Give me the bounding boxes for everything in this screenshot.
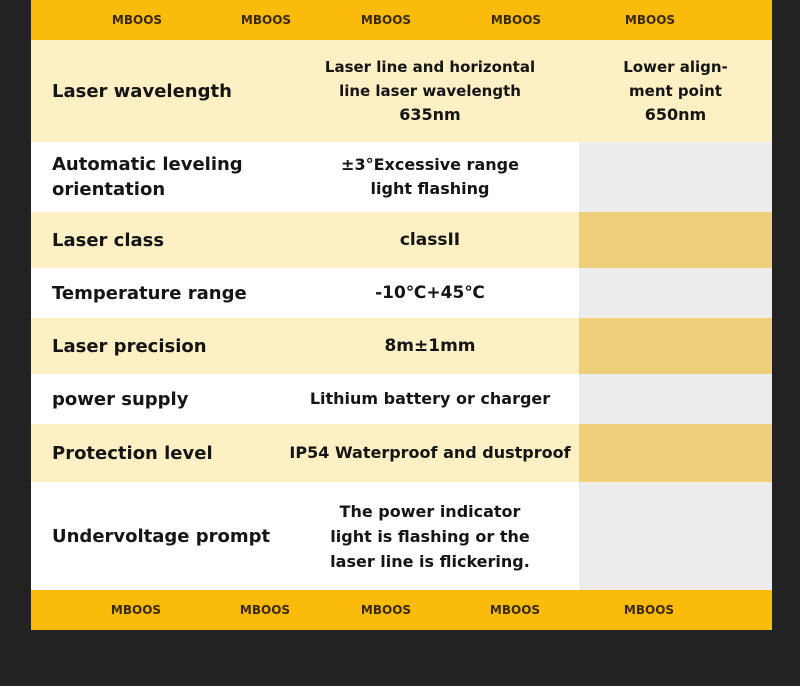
spec-value: IP54 Waterproof and dustproof bbox=[289, 443, 571, 462]
brand-label: MBOOS bbox=[489, 603, 541, 617]
blank-cell bbox=[579, 212, 772, 268]
spec-row-power-supply bbox=[31, 374, 772, 424]
spec-row-laser-wavelength bbox=[31, 40, 772, 142]
brand-band-top bbox=[31, 0, 772, 40]
spec-label: Laser precision bbox=[52, 335, 207, 357]
brand-label: MBOOS bbox=[111, 13, 163, 27]
spec-row-auto-leveling bbox=[31, 142, 772, 212]
spec-table bbox=[31, 0, 772, 630]
blank-cell bbox=[579, 318, 772, 374]
spec-row-laser-precision bbox=[31, 318, 772, 374]
spec-value: -10℃+45℃ bbox=[375, 283, 485, 303]
blank-cell bbox=[579, 142, 772, 212]
spec-label: Protection level bbox=[52, 442, 213, 464]
spec-value: 8m±1mm bbox=[384, 336, 476, 356]
spec-label: Automatic leveling orientation bbox=[52, 154, 243, 200]
brand-band-bottom bbox=[31, 590, 772, 630]
spec-label: Laser wavelength bbox=[52, 80, 232, 102]
brand-label: MBOOS bbox=[239, 603, 291, 617]
blank-cell bbox=[579, 424, 772, 482]
spec-value-emphasis: 635nm bbox=[399, 105, 461, 124]
spec-label: Undervoltage prompt bbox=[52, 525, 271, 547]
spec-value: The power indicator light is flashing or the laser line is flickering. bbox=[330, 501, 530, 571]
spec-value: ±3°Excessive range light flashing bbox=[341, 155, 519, 198]
spec-label: power supply bbox=[52, 388, 189, 410]
brand-label: MBOOS bbox=[624, 13, 676, 27]
spec-extra-value: Lower align- ment point bbox=[623, 58, 728, 100]
spec-row-protection-level bbox=[31, 424, 772, 482]
spec-row-temperature bbox=[31, 268, 772, 318]
brand-label: MBOOS bbox=[360, 13, 412, 27]
spec-label: Temperature range bbox=[52, 282, 247, 304]
blank-cell bbox=[579, 374, 772, 424]
spec-value: Lithium battery or charger bbox=[309, 389, 551, 408]
spec-label: Laser class bbox=[52, 229, 165, 251]
blank-cell bbox=[579, 482, 772, 590]
spec-row-laser-class bbox=[31, 212, 772, 268]
brand-label: MBOOS bbox=[623, 603, 675, 617]
brand-label: MBOOS bbox=[490, 13, 542, 27]
brand-label: MBOOS bbox=[240, 13, 292, 27]
spec-value: classII bbox=[399, 230, 461, 250]
brand-label: MBOOS bbox=[360, 603, 412, 617]
spec-value: Laser line and horizontal line laser wavelength bbox=[324, 58, 536, 100]
brand-label: MBOOS bbox=[110, 603, 162, 617]
spec-row-undervoltage bbox=[31, 482, 772, 590]
spec-extra-emphasis: 650nm bbox=[644, 105, 707, 124]
blank-cell bbox=[579, 268, 772, 318]
